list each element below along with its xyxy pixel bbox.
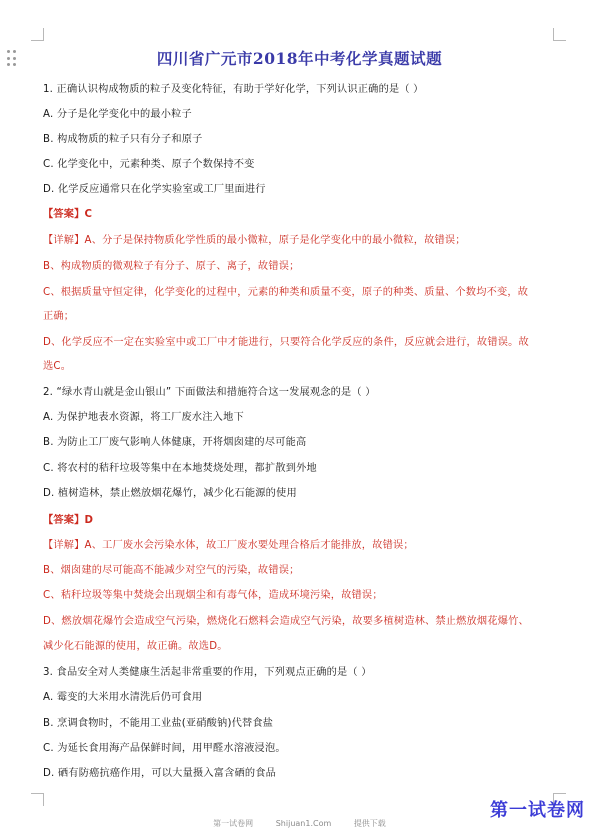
question-2-option-c: C. 将农村的秸秆垃圾等集中在本地焚烧处理，都扩散到外地 — [43, 463, 317, 474]
question-1-explain-line: 【详解】A、分子是保持物质化学性质的最小微粒，原子是化学变化中的最小微粒，故错误； — [43, 235, 466, 246]
question-1-option-a: A. 分子是化学变化中的最小粒子 — [43, 109, 192, 120]
question-2-explain-line: D、燃放烟花爆竹会造成空气污染，燃烧化石燃料会造成空气污染，故要多植树造林、禁止燃放烟花爆竹、 — [43, 616, 529, 627]
question-3-option-d: D. 硒有防癌抗癌作用，可以大量摄入富含硒的食品 — [43, 768, 277, 779]
question-2-option-a: A. 为保护地表水资源，将工厂废水注入地下 — [43, 412, 244, 423]
question-1-explain-line: B、构成物质的微观粒子有分子、原子、离子，故错误； — [43, 261, 300, 272]
footer-download-note: 提供下载 — [353, 819, 386, 828]
crop-mark-top-right — [553, 28, 566, 41]
question-1-answer: 【答案】C — [43, 209, 93, 220]
crop-mark-bottom-left — [31, 793, 44, 806]
question-1-option-c: C. 化学变化中，元素种类、原子个数保持不变 — [43, 159, 255, 170]
question-3-stem: 3. 食品安全对人类健康生活起非常重要的作用，下列观点正确的是（ ） — [43, 667, 372, 678]
question-1-option-d: D. 化学反应通常只在化学实验室或工厂里面进行 — [43, 184, 266, 195]
question-2-explain-line: B、烟囱建的尽可能高不能减少对空气的污染，故错误； — [43, 565, 300, 576]
question-2-stem: 2. “绿水青山就是金山银山” 下面做法和措施符合这一发展观念的是（ ） — [43, 387, 376, 398]
question-3-option-b: B. 烹调食物时，不能用工业盐(亚硝酸钠)代替食盐 — [43, 718, 274, 729]
question-1-explain-line: 选C。 — [43, 361, 72, 372]
question-2-option-d: D. 植树造林，禁止燃放烟花爆竹，减少化石能源的使用 — [43, 488, 297, 499]
footer-domain: Shijuan1.Com — [275, 819, 332, 828]
question-2-explain-line: C、秸秆垃圾等集中焚烧会出现烟尘和有毒气体，造成环境污染，故错误； — [43, 590, 383, 601]
question-3-option-a: A. 霉变的大米用水清洗后仍可食用 — [43, 692, 203, 703]
crop-mark-top-left — [31, 28, 44, 41]
question-1-stem: 1. 正确认识构成物质的粒子及变化特征，有助于学好化学，下列认识正确的是（ ） — [43, 84, 424, 95]
question-1-explain-line: C、根据质量守恒定律，化学变化的过程中，元素的种类和质量不变，原子的种类、质量、个数均不变，故 — [43, 287, 529, 298]
brand-watermark: 第一试卷网 — [490, 800, 585, 821]
question-1-explain-line: 正确； — [43, 311, 75, 322]
question-3-option-c: C. 为延长食用海产品保鲜时间，用甲醛水溶液浸泡。 — [43, 743, 286, 754]
question-2-explain-line: 减少化石能源的使用，故正确。故选D。 — [43, 641, 228, 652]
question-1-option-b: B. 构成物质的粒子只有分子和原子 — [43, 134, 203, 145]
question-1-explain-line: D、化学反应不一定在实验室中或工厂中才能进行，只要符合化学反应的条件，反应就会进行，故错误。故 — [43, 337, 529, 348]
question-2-answer: 【答案】D — [43, 515, 94, 526]
footer-site-name: 第一试卷网 — [213, 819, 254, 828]
question-2-option-b: B. 为防止工厂废气影响人体健康，开将烟囱建的尽可能高 — [43, 437, 307, 448]
document-title: 四川省广元市2018年中考化学真题试题 — [156, 49, 443, 68]
question-2-explain-line: 【详解】A、工厂废水会污染水体，故工厂废水要处理合格后才能排放，故错误； — [43, 540, 414, 551]
